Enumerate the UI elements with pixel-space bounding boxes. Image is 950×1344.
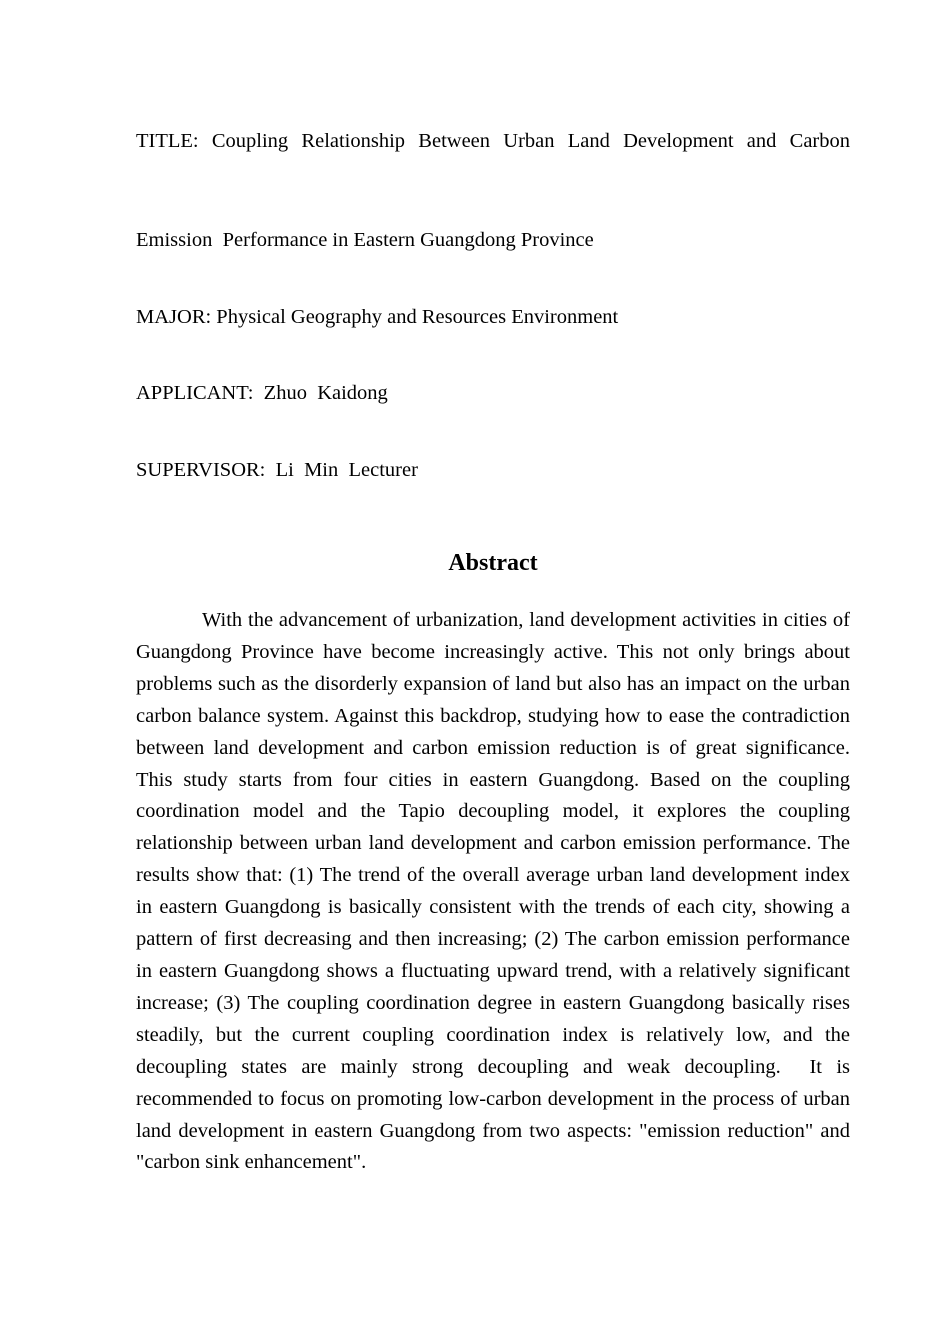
abstract-heading: Abstract [448,550,538,576]
major-line: MAJOR: Physical Geography and Resources Environment [136,306,619,328]
supervisor-line: SUPERVISOR: Li Min Lecturer [136,459,418,481]
thesis-title-line-2: Emission Performance in Eastern Guangdong Province [136,229,594,251]
applicant-line: APPLICANT: Zhuo Kaidong [136,382,388,404]
thesis-title-line-1: TITLE: Coupling Relationship Between Urban Land Development and Carbon [136,130,850,152]
abstract-body: With the advancement of urbanization, land development activities in cities of Guangdong Province have become increasingly active. This not only brings about problems such as the disorderly expansion of land but also has an impact on the urban carbon balance system. Against this backdrop, studying how to ease the contradiction between land development and carbon emission reduction is of great significance. This study starts from four cities in eastern Guangdong. Based on the coupling coordination model and the Tapio decoupling model, it explores the coupling relationship between urban land development and carbon emission performance. The results show that: (1) The trend of the overall average urban land development index in eastern Guangdong is basically consistent with the trends of each city, showing a pattern of first decreasing and then increasing; (2) The carbon emission performance in eastern Guangdong shows a fluctuating upward trend, with a relatively significant increase; (3) The coupling coordination degree in eastern Guangdong basically rises steadily, but the current coupling coordination index is relatively low, and the decoupling states are mainly strong decoupling and weak decoupling. It is recommended to focus on promoting low-carbon development in the process of urban land development in eastern Guangdong from two aspects: "emission reduction" and "carbon sink enhancement". [136,609,861,1174]
